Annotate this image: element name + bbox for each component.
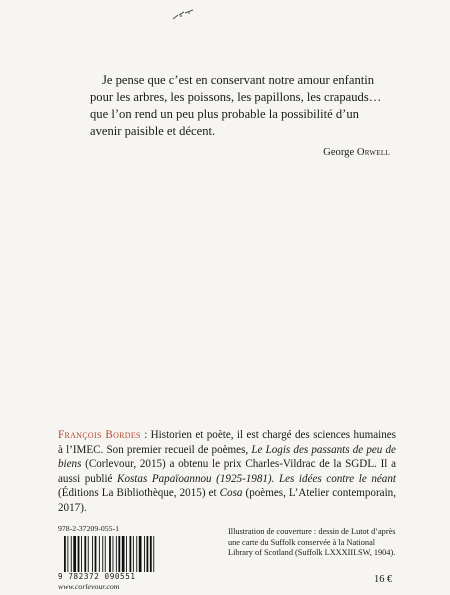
price: 16 € — [374, 574, 393, 585]
author-bio — [58, 428, 396, 516]
bio-text-2: (Corlevour, 2015) a obtenu le prix Charles-Vildrac de la SGDL. Il a aussi publié — [58, 458, 396, 485]
barcode — [58, 536, 160, 582]
author-first-name: George — [323, 147, 355, 158]
bio-title-2: Kostas Papaïoannou (1925-1981). Les idées contre le néant — [117, 472, 396, 485]
isbn: 978-2-37209-055-1 — [58, 524, 120, 533]
quote-author — [90, 144, 390, 161]
bio-text-4: (poèmes, L’Atelier contemporain, 2017). — [58, 487, 396, 514]
publisher-website: www.corlevour.com — [58, 582, 120, 591]
bio-text-1: : Historien et poète, il est chargé des sciences humaines à l’IMEC. Son premier recueil de poèmes, — [58, 429, 396, 456]
bio-title-1: Le Logis des passants de peu de biens — [58, 443, 396, 471]
cover-credit: Illustration de couverture : dessin de Lutot d’après une carte du Suffolk conservée à la National Library of Scotland (Suffolk LXXXIII.SW, 1904). — [228, 527, 396, 558]
publisher-mark-icon — [171, 8, 195, 22]
epigraph — [90, 72, 390, 161]
author-last-name: Orwell — [356, 147, 390, 158]
bio-author-name: François Bordes — [58, 429, 141, 441]
barcode-digits: 9 782372 090551 — [58, 572, 136, 581]
bio-text-3: (Éditions La Bibliothèque, 2015) et — [58, 487, 220, 500]
barcode-bars-icon — [64, 536, 160, 572]
bio-title-3: Cosa — [219, 487, 243, 500]
quote-text: Je pense que c’est en conservant notre amour enfantin pour les arbres, les poissons, les papillons, les crapauds… que l’on rend un peu plus probable la possibilité d’un avenir paisible et décent. — [90, 73, 382, 138]
